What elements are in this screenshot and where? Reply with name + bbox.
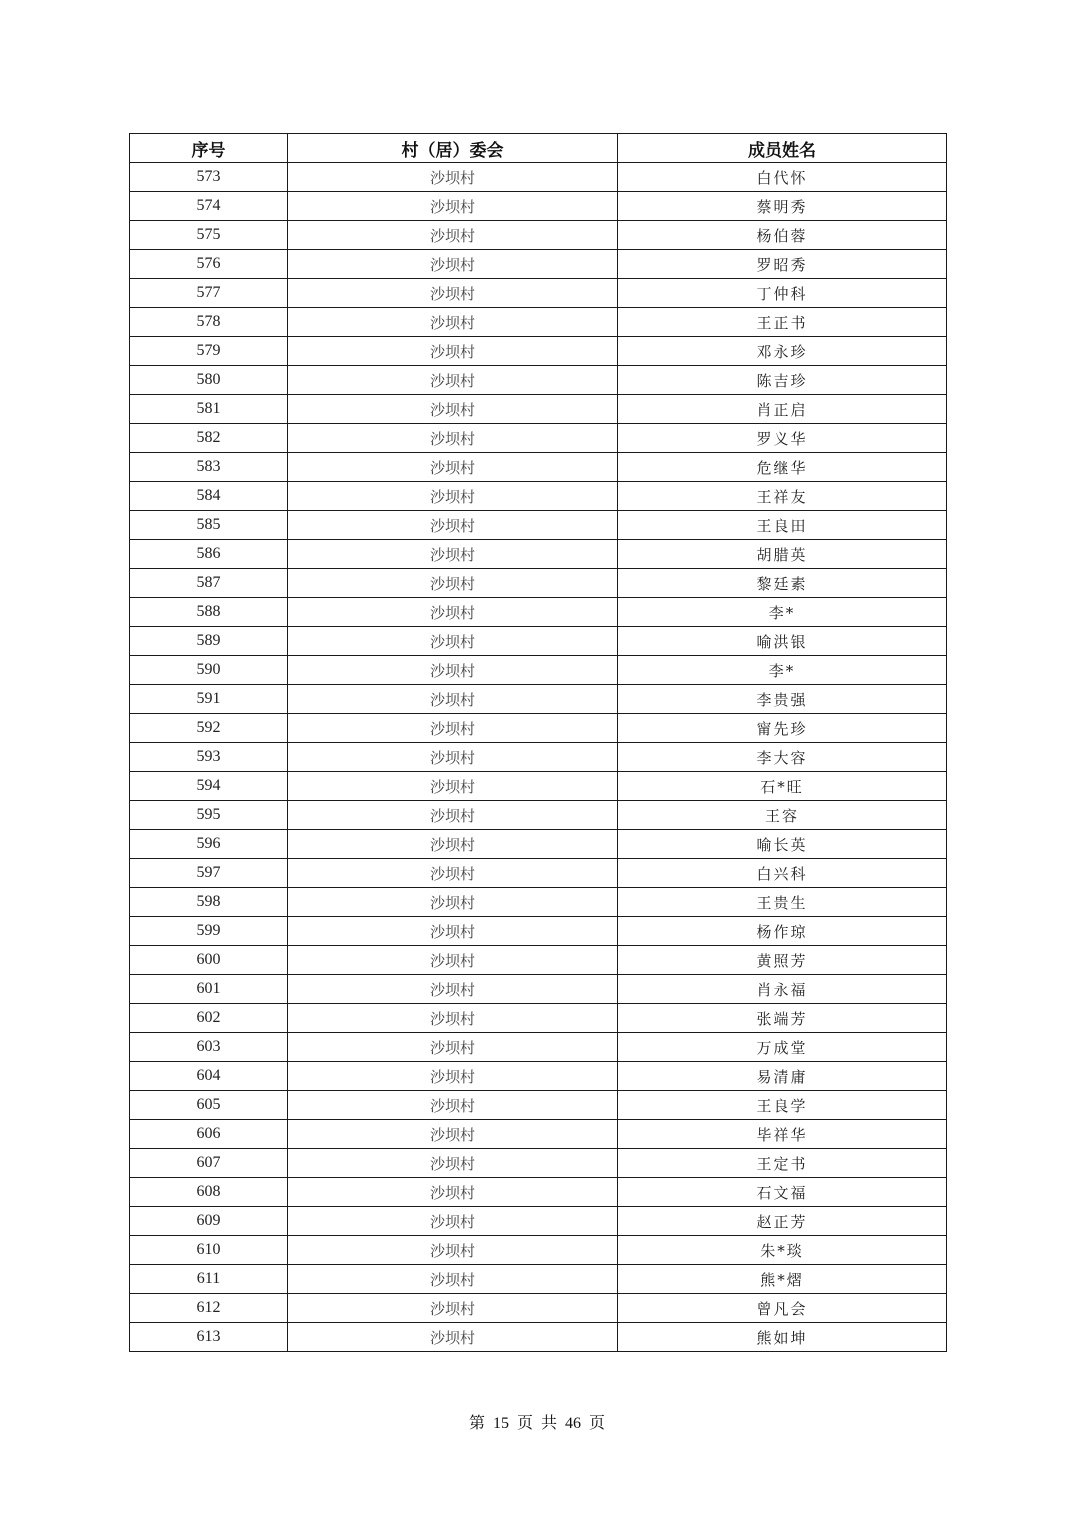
row-member-name: 赵正芳 — [618, 1207, 947, 1236]
footer-total-pages: 46 — [565, 1415, 582, 1432]
row-village-committee: 沙坝村 — [288, 569, 618, 598]
table-header-row — [130, 134, 947, 163]
row-member-name: 熊*熠 — [618, 1265, 947, 1294]
row-village-committee: 沙坝村 — [288, 1323, 618, 1352]
row-member-name: 杨作琼 — [618, 917, 947, 946]
row-member-name: 李* — [618, 598, 947, 627]
row-village-committee: 沙坝村 — [288, 917, 618, 946]
row-village-committee: 沙坝村 — [288, 337, 618, 366]
row-village-committee: 沙坝村 — [288, 1120, 618, 1149]
row-village-committee: 沙坝村 — [288, 1091, 618, 1120]
table-row — [130, 1294, 947, 1323]
row-member-name: 危继华 — [618, 453, 947, 482]
row-member-name: 甯先珍 — [618, 714, 947, 743]
row-village-committee: 沙坝村 — [288, 279, 618, 308]
row-member-name: 张端芳 — [618, 1004, 947, 1033]
row-serial-number: 588 — [130, 598, 288, 627]
row-serial-number: 586 — [130, 540, 288, 569]
table-row — [130, 1265, 947, 1294]
row-serial-number: 592 — [130, 714, 288, 743]
row-member-name: 黄照芳 — [618, 946, 947, 975]
table-row — [130, 830, 947, 859]
table-row — [130, 192, 947, 221]
row-serial-number: 583 — [130, 453, 288, 482]
row-serial-number: 582 — [130, 424, 288, 453]
row-serial-number: 595 — [130, 801, 288, 830]
table-row — [130, 801, 947, 830]
row-member-name: 肖正启 — [618, 395, 947, 424]
footer-page-word: 页 — [516, 1415, 533, 1432]
row-serial-number: 602 — [130, 1004, 288, 1033]
row-member-name: 李贵强 — [618, 685, 947, 714]
row-village-committee: 沙坝村 — [288, 395, 618, 424]
row-serial-number: 606 — [130, 1120, 288, 1149]
row-member-name: 王正书 — [618, 308, 947, 337]
row-serial-number: 577 — [130, 279, 288, 308]
footer-total-word: 共 — [541, 1415, 558, 1432]
table-row — [130, 279, 947, 308]
row-serial-number: 587 — [130, 569, 288, 598]
row-member-name: 石*旺 — [618, 772, 947, 801]
row-member-name: 毕祥华 — [618, 1120, 947, 1149]
row-serial-number: 590 — [130, 656, 288, 685]
table-row — [130, 1178, 947, 1207]
row-member-name: 万成堂 — [618, 1033, 947, 1062]
row-serial-number: 605 — [130, 1091, 288, 1120]
row-serial-number: 576 — [130, 250, 288, 279]
table-body — [130, 163, 947, 1352]
table-row — [130, 1062, 947, 1091]
row-serial-number: 597 — [130, 859, 288, 888]
row-village-committee: 沙坝村 — [288, 1149, 618, 1178]
row-village-committee: 沙坝村 — [288, 250, 618, 279]
row-village-committee: 沙坝村 — [288, 540, 618, 569]
row-serial-number: 601 — [130, 975, 288, 1004]
row-village-committee: 沙坝村 — [288, 685, 618, 714]
row-member-name: 胡腊英 — [618, 540, 947, 569]
row-village-committee: 沙坝村 — [288, 598, 618, 627]
table-row — [130, 424, 947, 453]
table-row — [130, 308, 947, 337]
row-member-name: 喻长英 — [618, 830, 947, 859]
row-member-name: 王贵生 — [618, 888, 947, 917]
row-village-committee: 沙坝村 — [288, 627, 618, 656]
row-village-committee: 沙坝村 — [288, 946, 618, 975]
header-village-committee: 村（居）委会 — [288, 134, 618, 163]
row-serial-number: 608 — [130, 1178, 288, 1207]
row-member-name: 白代怀 — [618, 163, 947, 192]
table-row — [130, 569, 947, 598]
table-row — [130, 482, 947, 511]
table-row — [130, 221, 947, 250]
row-serial-number: 594 — [130, 772, 288, 801]
row-serial-number: 573 — [130, 163, 288, 192]
row-village-committee: 沙坝村 — [288, 1236, 618, 1265]
footer-suffix: 页 — [589, 1415, 606, 1432]
row-serial-number: 591 — [130, 685, 288, 714]
row-member-name: 王定书 — [618, 1149, 947, 1178]
table-row — [130, 656, 947, 685]
table-row — [130, 1120, 947, 1149]
row-member-name: 王良学 — [618, 1091, 947, 1120]
row-serial-number: 579 — [130, 337, 288, 366]
table-row — [130, 250, 947, 279]
row-member-name: 李* — [618, 656, 947, 685]
table-row — [130, 1033, 947, 1062]
row-member-name: 王祥友 — [618, 482, 947, 511]
row-village-committee: 沙坝村 — [288, 1294, 618, 1323]
row-village-committee: 沙坝村 — [288, 830, 618, 859]
row-serial-number: 584 — [130, 482, 288, 511]
row-member-name: 黎廷素 — [618, 569, 947, 598]
row-serial-number: 609 — [130, 1207, 288, 1236]
header-member-name: 成员姓名 — [618, 134, 947, 163]
table-row — [130, 1236, 947, 1265]
row-serial-number: 589 — [130, 627, 288, 656]
row-member-name: 石文福 — [618, 1178, 947, 1207]
row-serial-number: 574 — [130, 192, 288, 221]
table-row — [130, 395, 947, 424]
row-member-name: 邓永珍 — [618, 337, 947, 366]
row-serial-number: 610 — [130, 1236, 288, 1265]
row-serial-number: 599 — [130, 917, 288, 946]
table-row — [130, 917, 947, 946]
row-serial-number: 603 — [130, 1033, 288, 1062]
table-row — [130, 453, 947, 482]
table-row — [130, 772, 947, 801]
row-village-committee: 沙坝村 — [288, 743, 618, 772]
row-member-name: 王容 — [618, 801, 947, 830]
row-member-name: 陈吉珍 — [618, 366, 947, 395]
row-village-committee: 沙坝村 — [288, 801, 618, 830]
table-row — [130, 946, 947, 975]
row-serial-number: 598 — [130, 888, 288, 917]
table-row — [130, 714, 947, 743]
row-member-name: 白兴科 — [618, 859, 947, 888]
row-member-name: 李大容 — [618, 743, 947, 772]
table-row — [130, 685, 947, 714]
row-serial-number: 613 — [130, 1323, 288, 1352]
table-row — [130, 1207, 947, 1236]
row-village-committee: 沙坝村 — [288, 482, 618, 511]
table-row — [130, 888, 947, 917]
row-member-name: 杨伯蓉 — [618, 221, 947, 250]
table-row — [130, 1004, 947, 1033]
footer-page-number: 15 — [492, 1415, 509, 1432]
row-village-committee: 沙坝村 — [288, 511, 618, 540]
table-row — [130, 163, 947, 192]
row-village-committee: 沙坝村 — [288, 308, 618, 337]
row-member-name: 罗义华 — [618, 424, 947, 453]
row-member-name: 易清庸 — [618, 1062, 947, 1091]
table-row — [130, 337, 947, 366]
row-serial-number: 600 — [130, 946, 288, 975]
table-row — [130, 627, 947, 656]
table-row — [130, 511, 947, 540]
row-village-committee: 沙坝村 — [288, 163, 618, 192]
table-row — [130, 540, 947, 569]
row-member-name: 丁仲科 — [618, 279, 947, 308]
row-village-committee: 沙坝村 — [288, 888, 618, 917]
table-row — [130, 1323, 947, 1352]
row-village-committee: 沙坝村 — [288, 366, 618, 395]
table-row — [130, 1149, 947, 1178]
table-row — [130, 975, 947, 1004]
row-village-committee: 沙坝村 — [288, 1062, 618, 1091]
row-village-committee: 沙坝村 — [288, 1004, 618, 1033]
row-village-committee: 沙坝村 — [288, 192, 618, 221]
table-row — [130, 859, 947, 888]
row-member-name: 熊如坤 — [618, 1323, 947, 1352]
row-village-committee: 沙坝村 — [288, 975, 618, 1004]
row-village-committee: 沙坝村 — [288, 859, 618, 888]
row-village-committee: 沙坝村 — [288, 221, 618, 250]
row-village-committee: 沙坝村 — [288, 1033, 618, 1062]
row-serial-number: 604 — [130, 1062, 288, 1091]
row-member-name: 曾凡会 — [618, 1294, 947, 1323]
row-serial-number: 593 — [130, 743, 288, 772]
row-serial-number: 596 — [130, 830, 288, 859]
row-member-name: 肖永福 — [618, 975, 947, 1004]
row-serial-number: 578 — [130, 308, 288, 337]
header-serial-number: 序号 — [130, 134, 288, 163]
row-member-name: 蔡明秀 — [618, 192, 947, 221]
table-row — [130, 743, 947, 772]
table-row — [130, 366, 947, 395]
row-village-committee: 沙坝村 — [288, 1265, 618, 1294]
table-row — [130, 1091, 947, 1120]
row-serial-number: 607 — [130, 1149, 288, 1178]
member-roster-table — [129, 133, 947, 1352]
footer-prefix: 第 — [468, 1415, 485, 1432]
row-member-name: 朱*琰 — [618, 1236, 947, 1265]
row-village-committee: 沙坝村 — [288, 656, 618, 685]
table-row — [130, 598, 947, 627]
row-serial-number: 575 — [130, 221, 288, 250]
row-serial-number: 580 — [130, 366, 288, 395]
row-village-committee: 沙坝村 — [288, 714, 618, 743]
row-village-committee: 沙坝村 — [288, 453, 618, 482]
row-member-name: 王良田 — [618, 511, 947, 540]
row-village-committee: 沙坝村 — [288, 1207, 618, 1236]
row-village-committee: 沙坝村 — [288, 424, 618, 453]
row-serial-number: 581 — [130, 395, 288, 424]
row-serial-number: 612 — [130, 1294, 288, 1323]
row-member-name: 喻洪银 — [618, 627, 947, 656]
row-member-name: 罗昭秀 — [618, 250, 947, 279]
row-village-committee: 沙坝村 — [288, 1178, 618, 1207]
row-village-committee: 沙坝村 — [288, 772, 618, 801]
page-footer — [0, 1410, 1074, 1433]
row-serial-number: 611 — [130, 1265, 288, 1294]
row-serial-number: 585 — [130, 511, 288, 540]
